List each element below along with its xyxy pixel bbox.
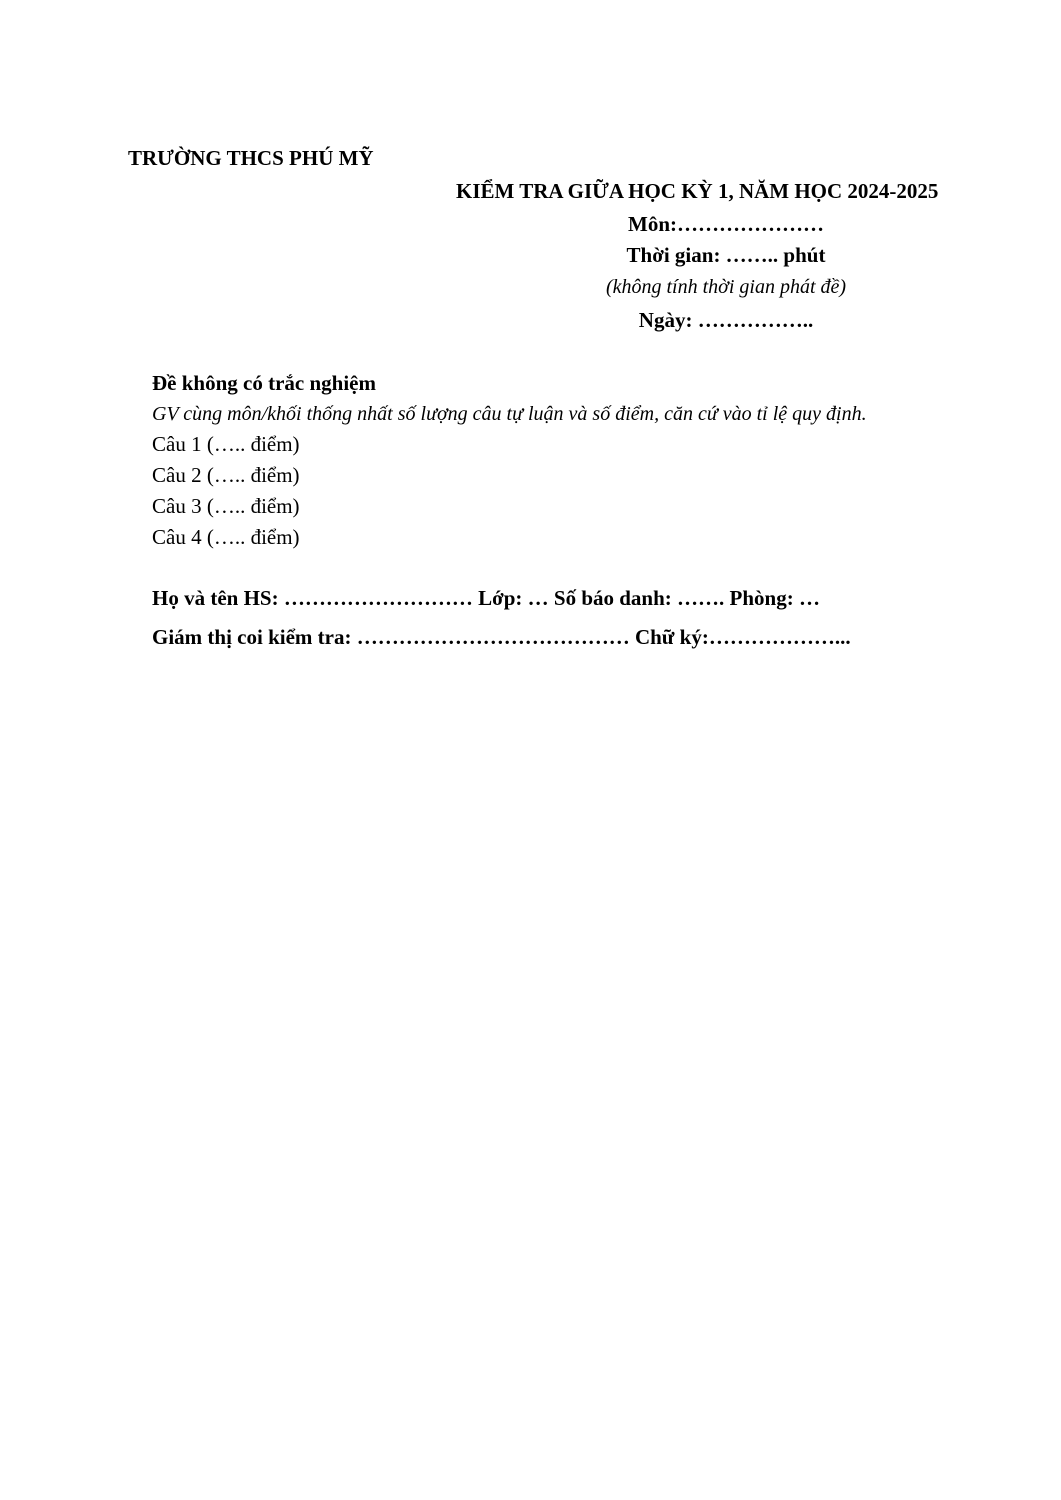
time-note: (không tính thời gian phát đề)	[605, 276, 847, 298]
question-item: Câu 2 (….. điểm)	[152, 463, 300, 487]
section-title: Đề không có trắc nghiệm	[152, 371, 376, 395]
question-item: Câu 1 (….. điểm)	[152, 432, 300, 456]
school-name: TRƯỜNG THCS PHÚ MỸ	[128, 146, 374, 170]
subject-line: Môn:…………………	[628, 212, 824, 236]
date-line: Ngày: ……………..	[638, 308, 814, 332]
question-item: Câu 3 (….. điểm)	[152, 494, 300, 518]
student-info-line: Họ và tên HS: ……………………… Lớp: … Số báo danh: ……. Phòng: …	[152, 586, 820, 610]
instruction-text: GV cùng môn/khối thống nhất số lượng câu tự luận và số điểm, căn cứ vào tỉ lệ quy định.	[152, 403, 867, 425]
time-line: Thời gian: …….. phút	[626, 243, 826, 267]
question-item: Câu 4 (….. điểm)	[152, 525, 300, 549]
exam-title: KIỂM TRA GIỮA HỌC KỲ 1, NĂM HỌC 2024-2025	[456, 179, 939, 203]
proctor-info-line: Giám thị coi kiểm tra: ………………………………… Chữ ký:………………...	[152, 625, 851, 649]
